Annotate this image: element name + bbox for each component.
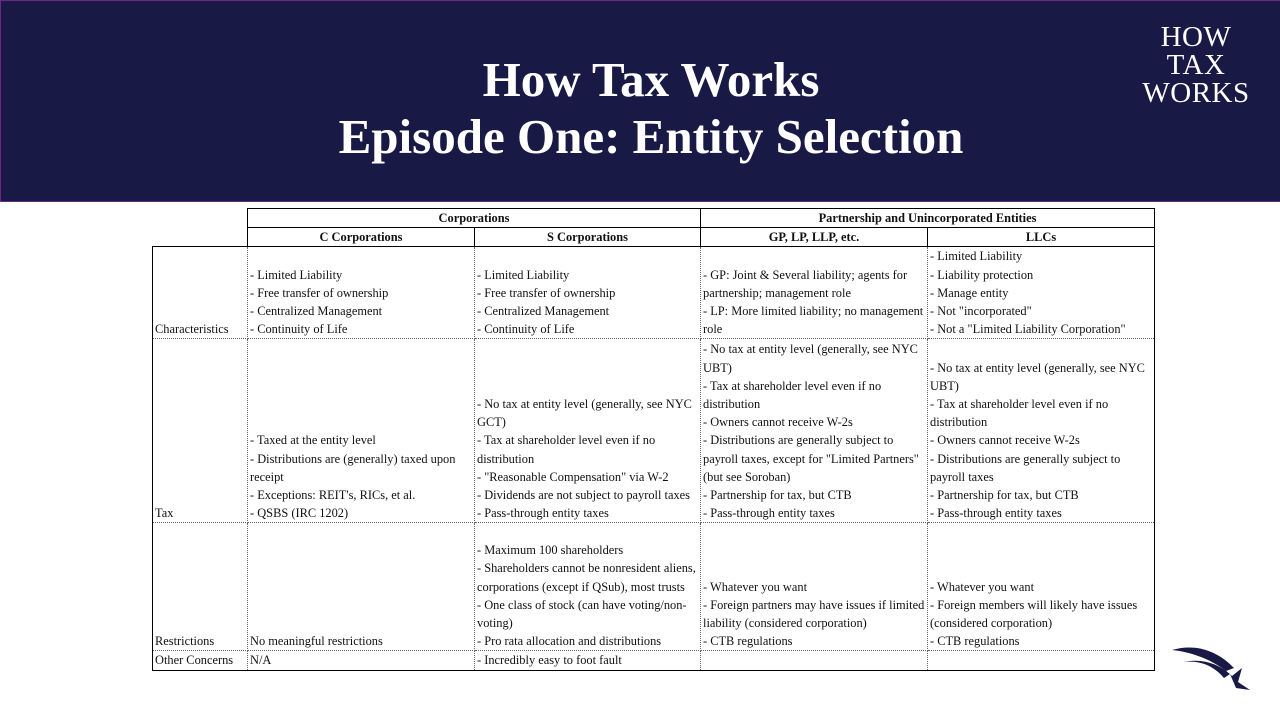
table-cell [248,339,475,523]
cell-line: - Incredibly easy to foot fault [477,653,622,668]
empty-corner-cell [153,228,248,247]
cell-line: - Whatever you want [930,579,1035,594]
cell-line: - Exceptions: REIT's, RICs, et al. [250,488,416,503]
table-cell [248,651,475,670]
cell-line: - Pass-through entity taxes [703,506,835,521]
cell-line: - Centralized Management [250,304,383,319]
row-label: Characteristics [153,247,248,339]
cell-line: - Pass-through entity taxes [477,506,609,521]
how-tax-works-logo [1131,23,1261,107]
bird-wing-upper-icon [1172,647,1234,671]
cell-line: - No tax at entity level (generally, see NYC UBT) [703,342,918,375]
cell-line: - Continuity of Life [250,322,348,337]
cell-line: - Partnership for tax, but CTB [930,488,1079,503]
cell-line: - Maximum 100 shareholders [477,543,624,558]
cell-line: - Centralized Management [477,304,610,319]
cell-line: - Manage entity [930,285,1009,300]
cell-line: - Continuity of Life [477,322,575,337]
entity-comparison-table [152,208,1155,671]
logo-word: TAX [1166,49,1226,81]
column-header-partnerships: GP, LP, LLP, etc. [701,228,928,247]
cell-line: - Tax at shareholder level even if no distribution [703,378,882,411]
cell-line: - Dividends are not subject to payroll taxes [477,488,690,503]
row-label: Other Concerns [153,651,248,670]
cell-line: - Tax at shareholder level even if no distribution [477,433,656,466]
cell-line: - Shareholders cannot be nonresident aliens, corporations (except if QSub), most trusts [477,561,696,594]
table-cell [701,651,928,670]
table-cell [475,339,701,523]
cell-line: - Pro rata allocation and distributions [477,634,662,649]
table-row [153,247,1155,339]
group-header-corporations: Corporations [248,209,701,228]
cell-line: - Foreign members will likely have issues (considered corporation) [930,597,1138,631]
cell-line: - QSBS (IRC 1202) [250,506,349,521]
cell-line: - Not "incorporated" [930,304,1032,319]
cell-line: - Pass-through entity taxes [930,506,1062,521]
table-cell [475,247,701,339]
cell-line: No meaningful restrictions [250,634,383,649]
bird-logo-icon [1170,638,1252,692]
table-cell [928,651,1155,670]
table-cell [248,247,475,339]
cell-line: - Foreign partners may have issues if limited liability (considered corporation) [703,597,925,631]
table-row [153,339,1155,523]
row-label: Restrictions [153,523,248,651]
cell-line: - GP: Joint & Several liability; agents for partnership; management role [703,267,908,300]
table-cell [928,339,1155,523]
cell-line: - Limited Liability [477,267,570,282]
table-cell [701,523,928,651]
title-line-1: How Tax Works [482,52,820,107]
cell-line: - Free transfer of ownership [477,285,616,300]
logo-word: HOW [1160,21,1232,53]
cell-line: N/A [250,653,272,668]
cell-line: - Tax at shareholder level even if no distribution [930,397,1109,430]
table-row [153,651,1155,670]
title-line-2: Episode One: Entity Selection [338,109,964,164]
table-cell [928,247,1155,339]
bird-wing-lower-icon [1184,661,1250,690]
cell-line: - Distributions are generally subject to payroll taxes [930,451,1121,484]
cell-line: - Limited Liability [930,249,1023,264]
cell-line: - Liability protection [930,267,1034,282]
cell-line: - Distributions are generally subject to payroll taxes, except for "Limited Partners" (but see Soroban) [703,433,919,484]
table-row [153,523,1155,651]
cell-line: - "Reasonable Compensation" via W-2 [477,469,669,484]
table-cell [248,523,475,651]
table-cell [475,523,701,651]
cell-line: - Owners cannot receive W-2s [930,433,1080,448]
empty-corner-cell [153,209,248,228]
row-label: Tax [153,339,248,523]
cell-line: - Distributions are (generally) taxed upon receipt [250,451,456,484]
column-header-c-corporations: C Corporations [248,228,475,247]
cell-line: - Limited Liability [250,267,343,282]
logo-word: WORKS [1142,77,1250,109]
title-banner [0,0,1280,202]
table-cell [701,339,928,523]
cell-line: - Not a "Limited Liability Corporation" [930,322,1126,337]
column-header-s-corporations: S Corporations [475,228,701,247]
cell-line: - Partnership for tax, but CTB [703,488,852,503]
table-cell [701,247,928,339]
group-header-partnerships: Partnership and Unincorporated Entities [701,209,1155,228]
slide-title [141,51,1161,165]
cell-line: - LP: More limited liability; no management role [703,304,924,337]
cell-line: - CTB regulations [930,634,1020,649]
cell-line: - CTB regulations [703,634,793,649]
cell-line: - Whatever you want [703,579,808,594]
cell-line: - No tax at entity level (generally, see NYC UBT) [930,360,1145,393]
cell-line: - No tax at entity level (generally, see NYC GCT) [477,397,692,430]
cell-line: - Taxed at the entity level [250,433,376,448]
cell-line: - One class of stock (can have voting/non-voting) [477,597,687,631]
cell-line: - Owners cannot receive W-2s [703,415,853,430]
column-header-llcs: LLCs [928,228,1155,247]
table-cell [928,523,1155,651]
cell-line: - Free transfer of ownership [250,285,389,300]
table-cell [475,651,701,670]
